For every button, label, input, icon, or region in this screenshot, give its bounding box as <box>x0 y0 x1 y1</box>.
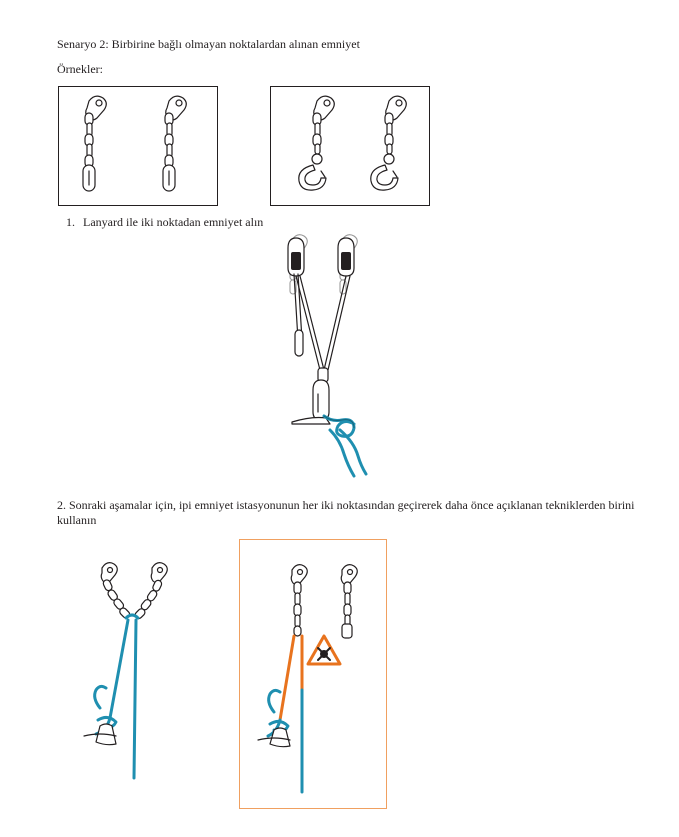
step-1-number: 1. <box>66 215 75 229</box>
anchor-chain-icon <box>101 563 167 620</box>
step-1-text: Lanyard ile iki noktadan emniyet alın <box>83 215 264 229</box>
warning-icon <box>308 636 340 664</box>
example-image-chain-carabiner <box>58 86 218 206</box>
rope-icon <box>84 615 138 778</box>
examples-label: Örnekler: <box>57 62 103 76</box>
hook-icon <box>271 87 431 207</box>
rope-icon <box>258 636 302 792</box>
scenario-title: Senaryo 2: Birbirine bağlı olmayan noktalardan alınan emniyet <box>57 37 360 51</box>
rope-through-both-anchors-illustration <box>80 558 190 778</box>
lanyard-icon <box>288 235 357 424</box>
rope-icon <box>324 416 366 476</box>
step-1 <box>66 215 263 230</box>
example-image-chain-hook <box>270 86 430 206</box>
step-2: 2. Sonraki aşamalar için, ipi emniyet istasyonunun her iki noktasından geçirerek daha önce açıklanan tekniklerden birini kullanın <box>57 498 635 527</box>
rope-through-single-anchor-illustration <box>240 540 386 808</box>
warning-example-box <box>239 539 387 809</box>
anchor-chain-icon <box>59 87 219 207</box>
lanyard-illustration <box>280 230 390 480</box>
anchor-chain-icon <box>291 565 357 638</box>
